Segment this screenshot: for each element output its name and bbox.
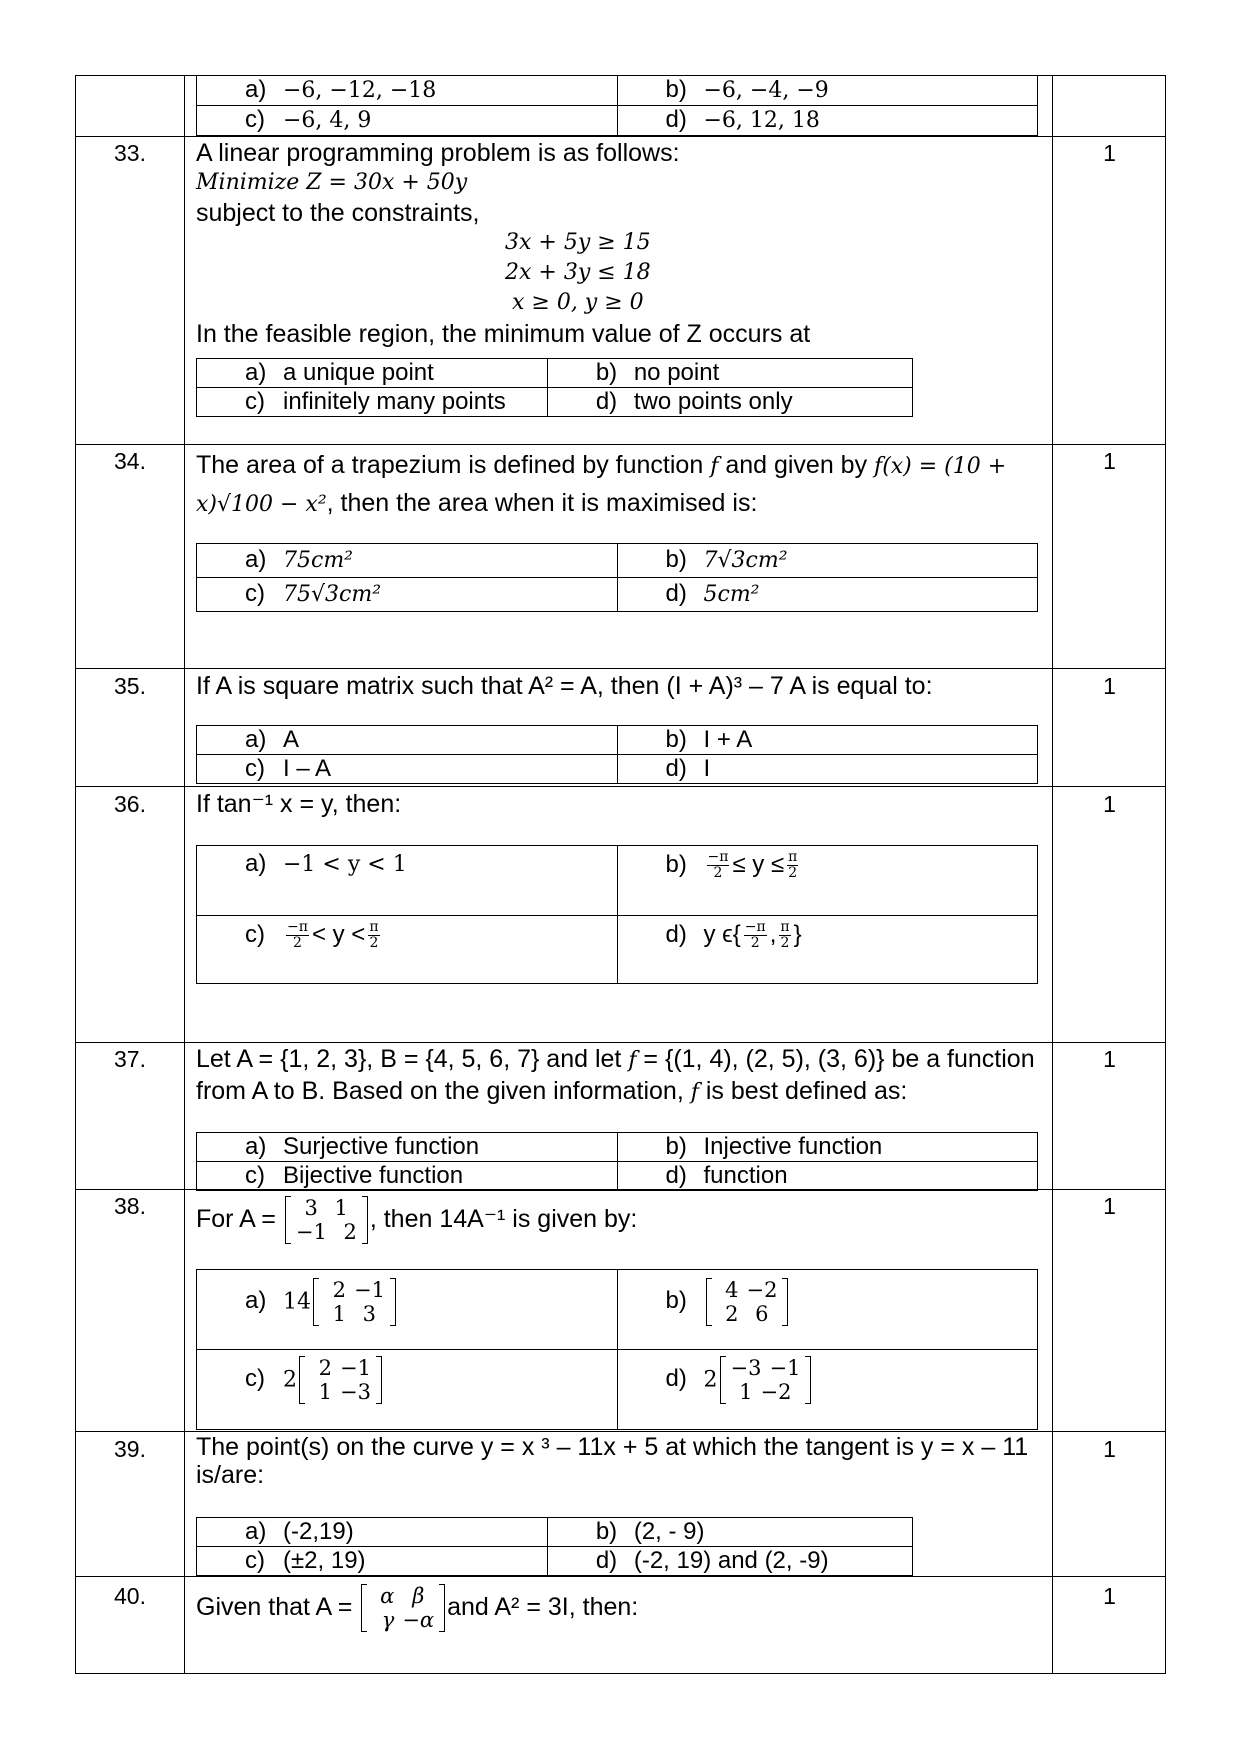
q38-option-d: d) 2 −3 −1 1 −2 [617, 1350, 1038, 1430]
q34-option-d: d) 5cm² [617, 578, 1038, 612]
question-number: 38. [114, 1193, 146, 1219]
question-marks: 1 [1103, 140, 1116, 166]
row-divider [75, 1576, 1166, 1577]
question-number: 40. [114, 1583, 146, 1609]
q36-options [196, 845, 1038, 984]
q39-option-d: d) (-2, 19) and (2, -9) [547, 1547, 912, 1576]
question-marks: 1 [1103, 1583, 1116, 1609]
question-marks: 1 [1103, 1046, 1116, 1072]
q32-option-a: a) −6, −12, −18 [197, 76, 618, 106]
q39-option-a: a) (-2,19) [197, 1518, 548, 1547]
q35-text: If A is square matrix such that A² = A, then (I + A)³ – 7 A is equal to: [196, 672, 933, 700]
q40-matrix: α β γ −α [361, 1584, 445, 1632]
q36-option-c: c) $\frac{-\pi}{2}$ < y < $\frac{\pi}{2}$ [197, 916, 618, 984]
row-divider [75, 1042, 1166, 1043]
q38-text: For A = 3 1 −1 2 , then 14A⁻¹ is given by: [196, 1196, 638, 1245]
q38-option-c: c) 2 2 −1 1 −3 [197, 1350, 618, 1430]
q38-option-a: a) 14 2 −1 1 3 [197, 1270, 618, 1350]
q33-text: A linear programming problem is as follows: Minimize Z = 30x + 50y subject to the constraints, [196, 139, 680, 227]
question-marks: 1 [1103, 448, 1116, 474]
question-number: 39. [114, 1436, 146, 1462]
q37-text: Let A = {1, 2, 3}, B = {4, 5, 6, 7} and let f = {(1, 4), (2, 5), (3, 6)} be a function from A to B. Based on the given information, f is best defined as: [196, 1045, 1035, 1105]
q37-option-b: b) Injective function [617, 1133, 1038, 1162]
question-number: 36. [114, 791, 146, 817]
column-divider-marks [1052, 75, 1053, 1674]
question-number: 35. [114, 673, 146, 699]
row-divider [75, 136, 1166, 137]
q34-option-a: a) 75cm² [197, 544, 618, 578]
q34-options [196, 543, 1038, 612]
question-marks: 1 [1103, 1193, 1116, 1219]
q32-option-d: d) −6, 12, 18 [617, 106, 1038, 136]
q35-option-c: c) I – A [197, 755, 618, 784]
q34-text: The area of a trapezium is defined by function f and given by f(x) = (10 + x)√100 − x², then the area when it is maximised is: [196, 451, 1007, 517]
q37-option-c: c) Bijective function [197, 1162, 618, 1191]
q32-option-c: c) −6, 4, 9 [197, 106, 618, 136]
question-marks: 1 [1103, 1436, 1116, 1462]
q36-text: If tan⁻¹ x = y, then: [196, 790, 402, 818]
q39-option-c: c) (±2, 19) [197, 1547, 548, 1576]
row-divider [75, 668, 1166, 669]
q35-option-d: d) I [617, 755, 1038, 784]
q40-text: Given that A = α β γ −α and A² = 3I, then: [196, 1584, 639, 1633]
q37-options [196, 1132, 1038, 1191]
q33-option-d: d) two points only [547, 388, 912, 417]
q38-matrix: 3 1 −1 2 [285, 1196, 368, 1244]
q32-options [196, 75, 1038, 136]
q37-option-a: a) Surjective function [197, 1133, 618, 1162]
row-divider [75, 1431, 1166, 1432]
row-divider [75, 444, 1166, 445]
q33-stem: In the feasible region, the minimum value of Z occurs at [196, 320, 811, 348]
q33-constraints: 3x + 5y ≥ 15 2x + 3y ≤ 18 x ≥ 0, y ≥ 0 [505, 230, 651, 315]
question-number: 34. [114, 448, 146, 474]
q38-options [196, 1269, 1038, 1430]
q36-option-a: a) −1 < y < 1 [197, 846, 618, 916]
q36-option-d: d) y ϵ{ $\frac{-\pi}{2}$ , $\frac{\pi}{2}$ } [617, 916, 1038, 984]
q35-option-a: a) A [197, 726, 618, 755]
q39-option-b: b) (2, - 9) [547, 1518, 912, 1547]
row-divider [75, 786, 1166, 787]
q35-option-b: b) I + A [617, 726, 1038, 755]
q32-option-b: b) −6, −4, −9 [617, 76, 1038, 106]
q37-option-d: d) function [617, 1162, 1038, 1191]
q35-options [196, 725, 1038, 784]
q33-option-b: b) no point [547, 359, 912, 388]
q36-option-b: b) $\frac{-\pi}{2}$ ≤ y ≤ $\frac{\pi}{2}$ [617, 846, 1038, 916]
q38-option-b: b) 4 −2 2 6 [617, 1270, 1038, 1350]
question-number: 37. [114, 1046, 146, 1072]
q33-option-a: a) a unique point [197, 359, 548, 388]
question-marks: 1 [1103, 673, 1116, 699]
question-sheet [75, 75, 1166, 1674]
q34-option-c: c) 75√3cm² [197, 578, 618, 612]
q33-options [196, 358, 913, 417]
question-marks: 1 [1103, 791, 1116, 817]
q33-option-c: c) infinitely many points [197, 388, 548, 417]
q34-option-b: b) 7√3cm² [617, 544, 1038, 578]
q39-text: The point(s) on the curve y = x ³ – 11x + 5 at which the tangent is y = x – 11 is/are: [196, 1433, 1029, 1489]
column-divider-number [184, 75, 185, 1674]
question-number: 33. [114, 140, 146, 166]
q39-options [196, 1517, 913, 1576]
